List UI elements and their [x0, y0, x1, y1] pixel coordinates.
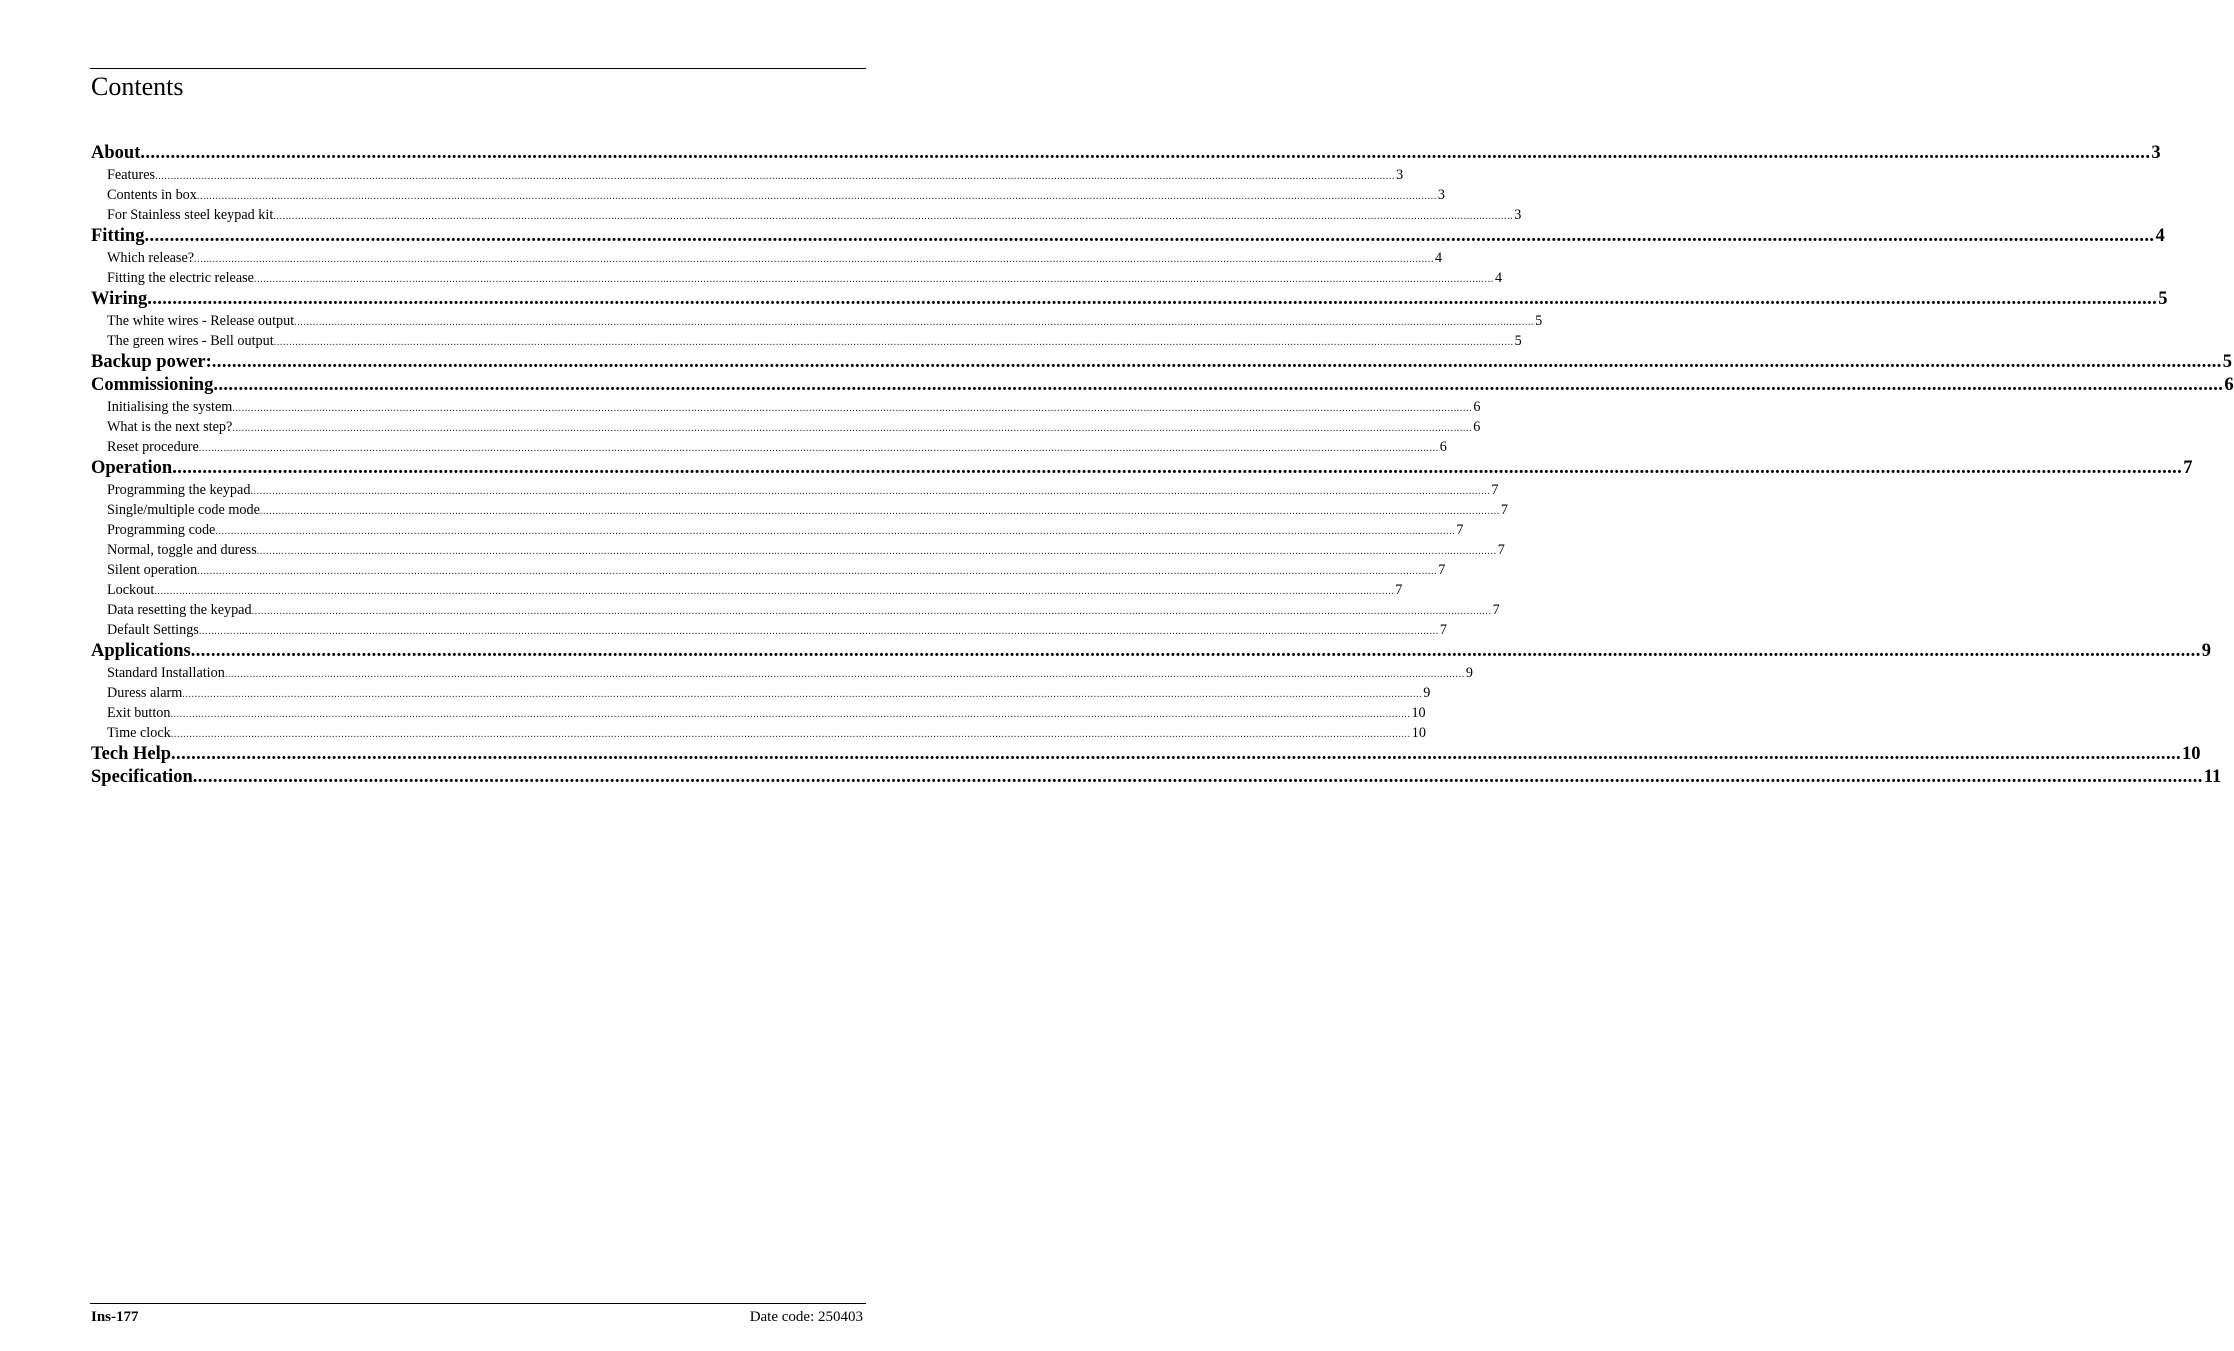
toc-entry-page-number: 3 [1514, 207, 1522, 223]
toc-section-entry[interactable] [91, 142, 2161, 165]
toc-subsection-entry[interactable] [91, 268, 1503, 288]
toc-entry-page-number: 9 [1465, 665, 1473, 681]
toc-entry-page-number: 4 [1435, 250, 1443, 266]
toc-entry-page-number: 7 [1492, 602, 1500, 618]
toc-dot-leader: ................................................................................................................................................................................................................................................................................................................................................................................................................ [147, 289, 2158, 309]
footer-rule [90, 1303, 866, 1304]
toc-dot-leader: ................................................................................................................................................................................................................................................................................................................................................................................................................ [140, 143, 2151, 163]
toc-subsection-entry[interactable] [91, 165, 1404, 185]
toc-subsection-entry[interactable] [91, 703, 1426, 723]
toc-entry-label: Specification [91, 767, 193, 787]
toc-entry-label: Silent operation [107, 562, 198, 578]
toc-entry-page-number: 7 [1456, 522, 1464, 538]
toc-dot-leader: ................................................................................................................................................................................................................................................................................................................................................................................................................ [198, 443, 1439, 454]
toc-subsection-entry[interactable] [91, 331, 1522, 351]
toc-entry-label: Contents in box [107, 187, 197, 203]
toc-entry-page-number: 10 [1411, 725, 1426, 741]
toc-section-entry[interactable] [91, 640, 2211, 663]
toc-entry-label: Operation [91, 458, 173, 478]
toc-subsection-entry[interactable] [91, 311, 1543, 331]
toc-entry-page-number: 10 [2182, 744, 2201, 764]
toc-entry-label: Initialising the system [107, 399, 233, 415]
toc-section-entry[interactable] [91, 351, 2233, 374]
toc-entry-page-number: 6 [2224, 375, 2234, 395]
toc-entry-page-number: 4 [1494, 270, 1503, 286]
toc-entry-label: Tech Help [91, 744, 172, 764]
toc-dot-leader: ................................................................................................................................................................................................................................................................................................................................................................................................................ [250, 486, 1491, 497]
toc-subsection-entry[interactable] [91, 620, 1447, 640]
toc-entry-label: For Stainless steel keypad kit [107, 207, 274, 223]
page-title: Contents [91, 72, 184, 101]
toc-entry-page-number: 5 [1514, 333, 1522, 349]
toc-entry-label: Single/multiple code mode [107, 502, 260, 518]
toc-entry-label: Reset procedure [107, 439, 199, 455]
toc-section-entry[interactable] [91, 225, 2165, 248]
toc-entry-page-number: 5 [2222, 352, 2233, 372]
toc-entry-label: Applications [91, 641, 191, 661]
toc-dot-leader: ................................................................................................................................................................................................................................................................................................................................................................................................................ [197, 566, 1438, 577]
header-rule [90, 68, 866, 69]
toc-entry-label: The white wires - Release output [107, 313, 295, 329]
toc-dot-leader: ................................................................................................................................................................................................................................................................................................................................................................................................................ [273, 211, 1514, 222]
toc-dot-leader: ................................................................................................................................................................................................................................................................................................................................................................................................................ [215, 526, 1456, 537]
toc-dot-leader: ................................................................................................................................................................................................................................................................................................................................................................................................................ [211, 352, 2222, 372]
toc-dot-leader: ................................................................................................................................................................................................................................................................................................................................................................................................................ [256, 546, 1497, 557]
toc-entry-page-number: 5 [1535, 313, 1543, 329]
toc-entry-page-number: 7 [1491, 482, 1499, 498]
toc-subsection-entry[interactable] [91, 480, 1499, 500]
toc-entry-page-number: 3 [2151, 143, 2161, 163]
toc-entry-label: Time clock [107, 725, 171, 741]
toc-entry-page-number: 11 [2203, 767, 2222, 787]
toc-dot-leader: ................................................................................................................................................................................................................................................................................................................................................................................................................ [232, 403, 1473, 414]
toc-dot-leader: ................................................................................................................................................................................................................................................................................................................................................................................................................ [194, 254, 1435, 265]
footer-date-code: Date code: 250403 [749, 1309, 863, 1325]
toc-entry-label: Fitting [91, 226, 145, 246]
toc-entry-page-number: 4 [2155, 226, 2165, 246]
toc-entry-page-number: 7 [1497, 542, 1505, 558]
toc-entry-page-number: 5 [2158, 289, 2168, 309]
toc-entry-label: Programming the keypad [107, 482, 251, 498]
toc-entry-label: What is the next step? [107, 419, 233, 435]
toc-entry-label: Standard Installation [107, 665, 225, 681]
toc-section-entry[interactable] [91, 743, 2201, 766]
toc-entry-label: Data resetting the keypad [107, 602, 252, 618]
toc-entry-page-number: 7 [1500, 502, 1508, 518]
toc-entry-label: Commissioning [91, 375, 214, 395]
toc-section-entry[interactable] [91, 457, 2193, 480]
toc-entry-label: Default Settings [107, 622, 199, 638]
toc-entry-page-number: 6 [1473, 419, 1481, 435]
toc-dot-leader: ................................................................................................................................................................................................................................................................................................................................................................................................................ [232, 423, 1473, 434]
toc-entry-page-number: 3 [1437, 187, 1445, 203]
toc-dot-leader: ................................................................................................................................................................................................................................................................................................................................................................................................................ [182, 689, 1423, 700]
toc-section-entry[interactable] [91, 374, 2234, 397]
toc-entry-label: Fitting the electric release [107, 270, 254, 286]
toc-dot-leader: ................................................................................................................................................................................................................................................................................................................................................................................................................ [196, 191, 1437, 202]
toc-subsection-entry[interactable] [91, 397, 1481, 417]
toc-dot-leader: ................................................................................................................................................................................................................................................................................................................................................................................................................ [144, 226, 2155, 246]
toc-entry-label: Duress alarm [107, 685, 183, 701]
toc-subsection-entry[interactable] [91, 663, 1473, 683]
toc-subsection-entry[interactable] [91, 205, 1522, 225]
toc-subsection-entry[interactable] [91, 248, 1443, 268]
toc-dot-leader: ................................................................................................................................................................................................................................................................................................................................................................................................................ [253, 274, 1494, 285]
toc-entry-label: Features [107, 167, 156, 183]
toc-entry-label: Backup power: [91, 352, 212, 372]
toc-subsection-entry[interactable] [91, 520, 1464, 540]
toc-subsection-entry[interactable] [91, 500, 1508, 520]
toc-section-entry[interactable] [91, 766, 2222, 789]
toc-dot-leader: ................................................................................................................................................................................................................................................................................................................................................................................................................ [190, 641, 2201, 661]
toc-dot-leader: ................................................................................................................................................................................................................................................................................................................................................................................................................ [171, 744, 2182, 764]
toc-subsection-entry[interactable] [91, 560, 1446, 580]
toc-entry-label: About [91, 143, 141, 163]
toc-dot-leader: ................................................................................................................................................................................................................................................................................................................................................................................................................ [172, 458, 2183, 478]
toc-entry-page-number: 7 [1439, 622, 1447, 638]
toc-dot-leader: ................................................................................................................................................................................................................................................................................................................................................................................................................ [154, 586, 1395, 597]
toc-entry-label: The green wires - Bell output [107, 333, 274, 349]
toc-dot-leader: ................................................................................................................................................................................................................................................................................................................................................................................................................ [192, 767, 2203, 787]
toc-subsection-entry[interactable] [91, 417, 1481, 437]
toc-entry-label: Lockout [107, 582, 155, 598]
toc-entry-page-number: 9 [1423, 685, 1431, 701]
table-of-contents [91, 142, 2234, 789]
toc-entry-page-number: 6 [1439, 439, 1447, 455]
toc-dot-leader: ................................................................................................................................................................................................................................................................................................................................................................................................................ [198, 626, 1439, 637]
toc-entry-label: Which release? [107, 250, 195, 266]
toc-entry-page-number: 9 [2201, 641, 2211, 661]
toc-dot-leader: ................................................................................................................................................................................................................................................................................................................................................................................................................ [170, 709, 1411, 720]
toc-subsection-entry[interactable] [91, 723, 1426, 743]
toc-subsection-entry[interactable] [91, 540, 1505, 560]
toc-dot-leader: ................................................................................................................................................................................................................................................................................................................................................................................................................ [170, 729, 1411, 740]
toc-entry-page-number: 7 [2183, 458, 2193, 478]
toc-entry-page-number: 6 [1473, 399, 1481, 415]
toc-dot-leader: ................................................................................................................................................................................................................................................................................................................................................................................................................ [273, 337, 1514, 348]
toc-entry-page-number: 7 [1395, 582, 1403, 598]
toc-entry-label: Wiring [91, 289, 148, 309]
toc-subsection-entry[interactable] [91, 600, 1500, 620]
toc-subsection-entry[interactable] [91, 185, 1445, 205]
toc-subsection-entry[interactable] [91, 580, 1403, 600]
footer-doc-id: Ins-177 [91, 1309, 139, 1325]
toc-subsection-entry[interactable] [91, 437, 1447, 457]
toc-entry-page-number: 3 [1396, 167, 1404, 183]
toc-entry-label: Normal, toggle and duress [107, 542, 257, 558]
toc-entry-label: Programming code [107, 522, 216, 538]
toc-dot-leader: ................................................................................................................................................................................................................................................................................................................................................................................................................ [155, 171, 1396, 182]
toc-dot-leader: ................................................................................................................................................................................................................................................................................................................................................................................................................ [224, 669, 1465, 680]
toc-entry-page-number: 7 [1438, 562, 1446, 578]
toc-entry-label: Exit button [107, 705, 171, 721]
toc-dot-leader: ................................................................................................................................................................................................................................................................................................................................................................................................................ [251, 606, 1492, 617]
toc-dot-leader: ................................................................................................................................................................................................................................................................................................................................................................................................................ [294, 317, 1535, 328]
toc-subsection-entry[interactable] [91, 683, 1431, 703]
toc-section-entry[interactable] [91, 288, 2168, 311]
toc-dot-leader: ................................................................................................................................................................................................................................................................................................................................................................................................................ [259, 506, 1500, 517]
toc-entry-page-number: 10 [1411, 705, 1426, 721]
toc-dot-leader: ................................................................................................................................................................................................................................................................................................................................................................................................................ [213, 375, 2224, 395]
